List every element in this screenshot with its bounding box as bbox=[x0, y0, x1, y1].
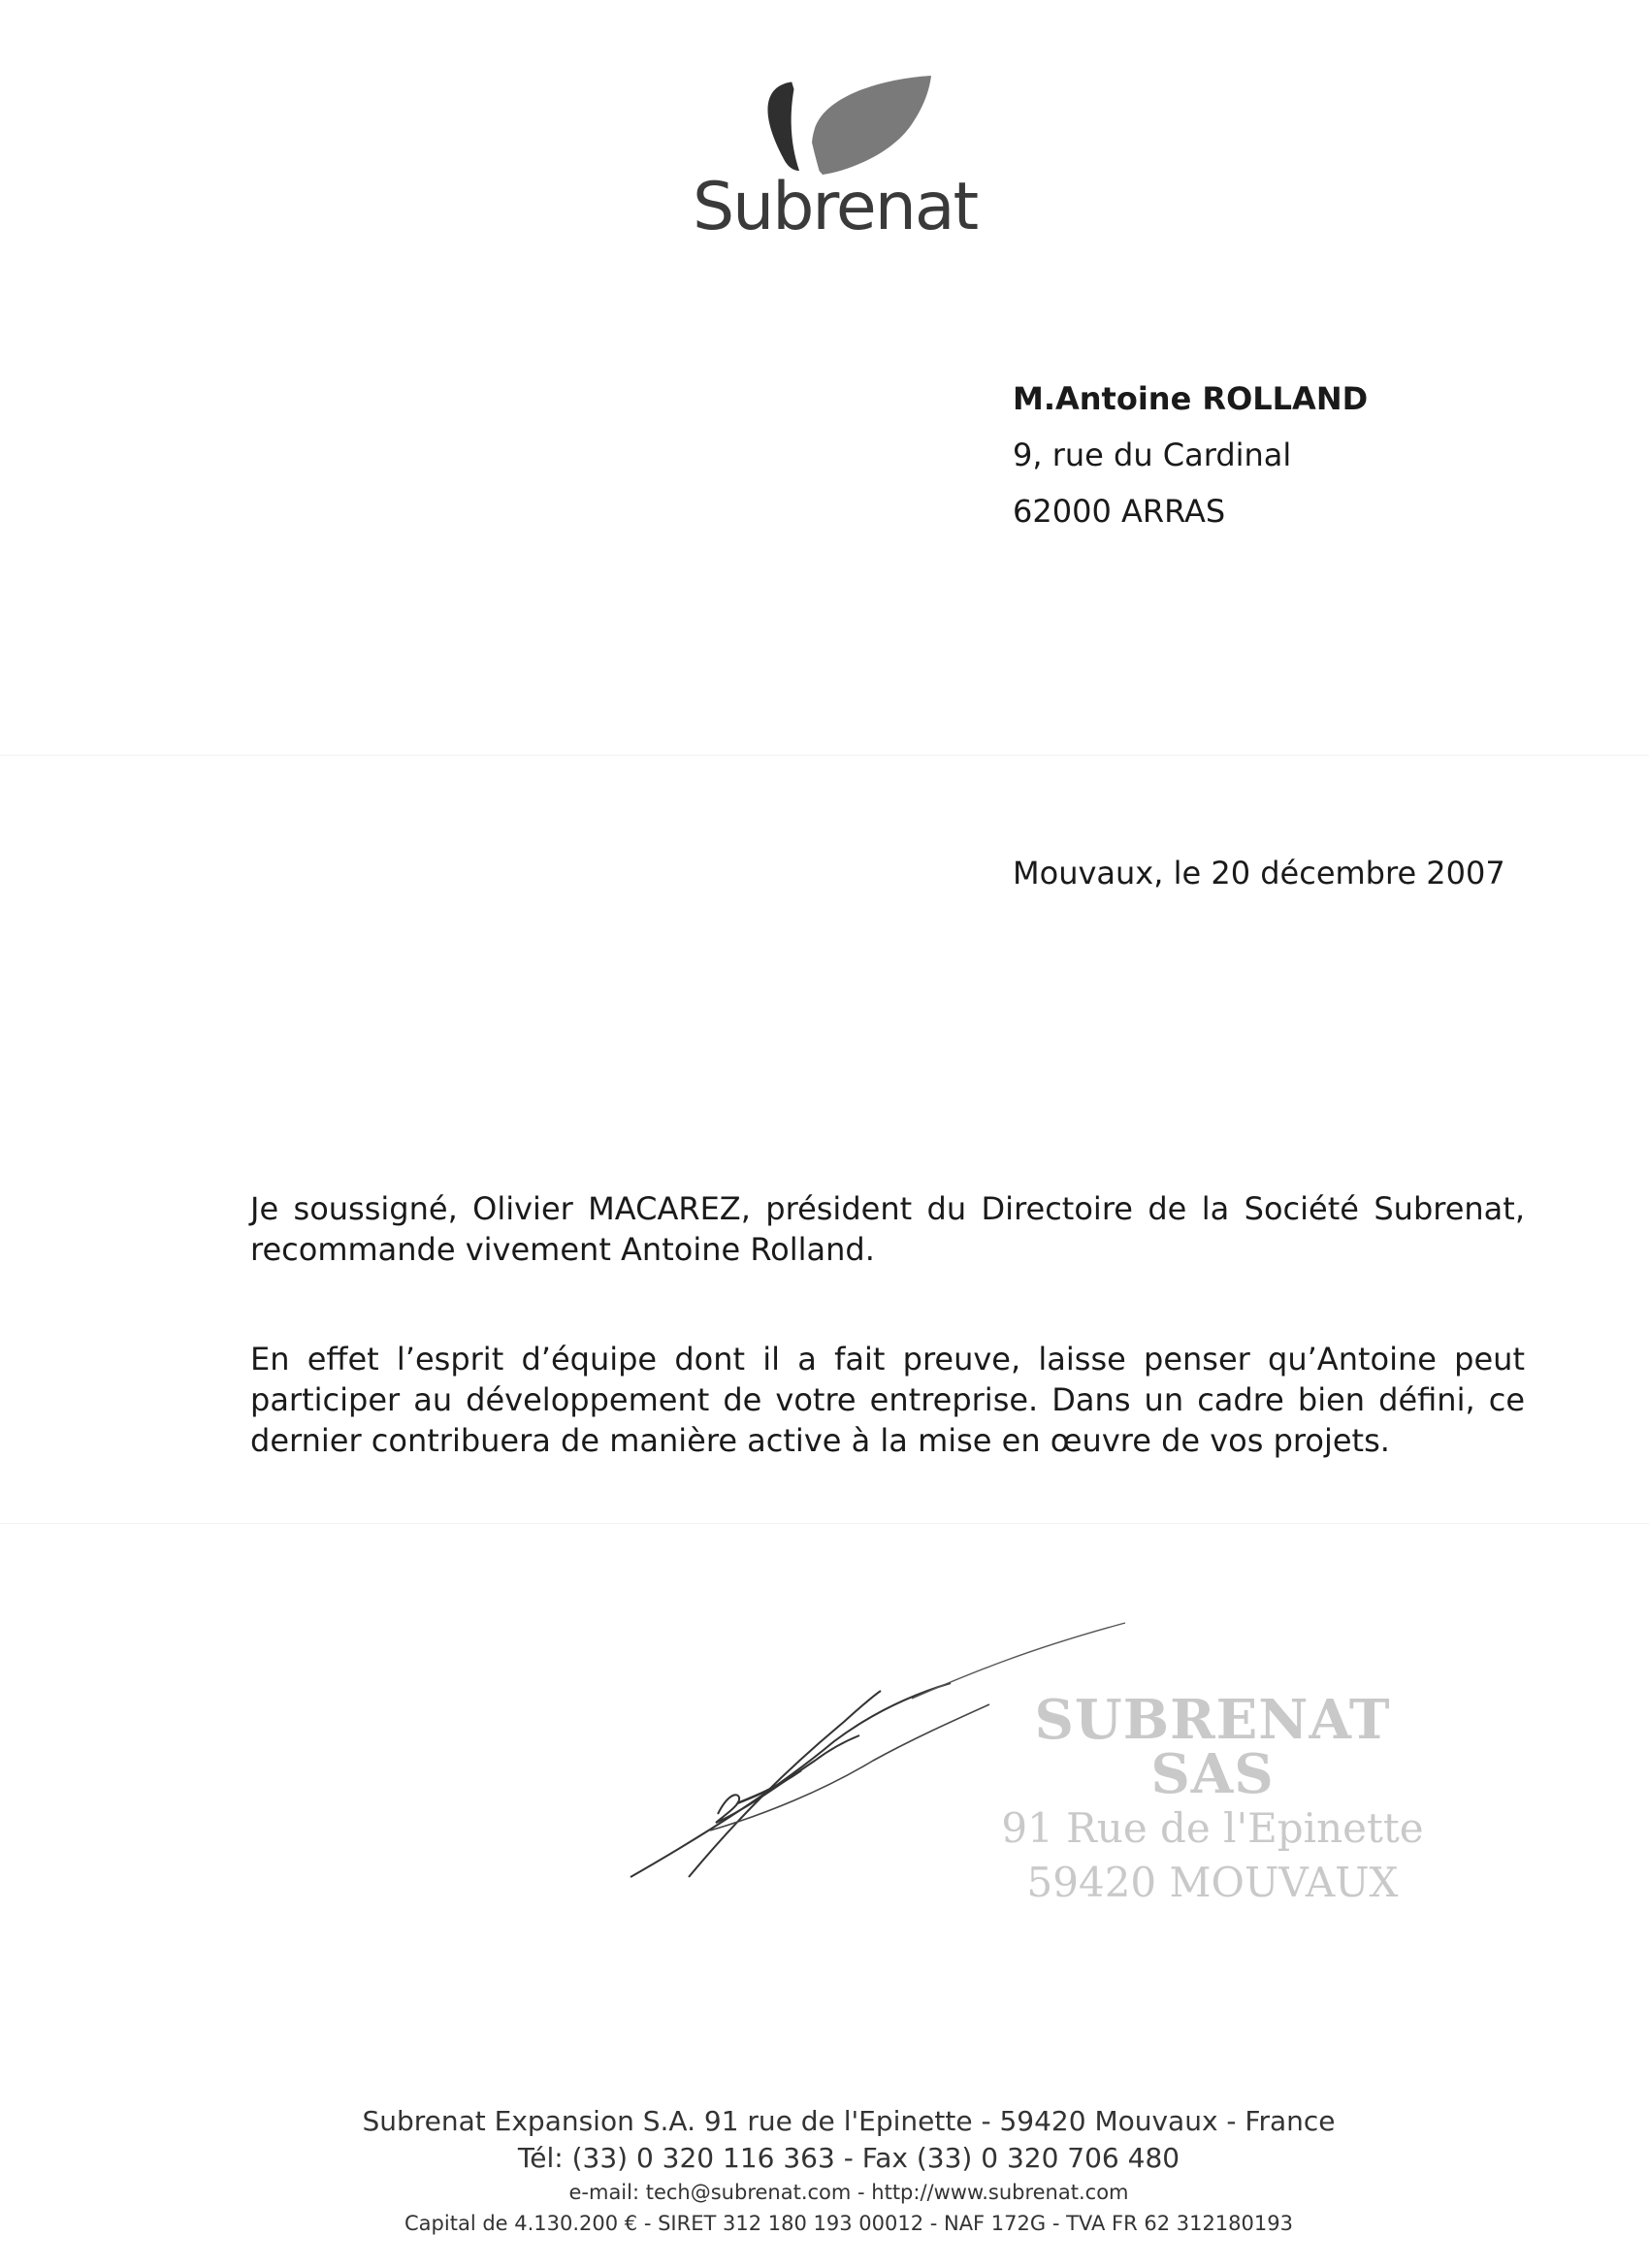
footer-legal-info: Capital de 4.130.200 € - SIRET 312 180 193 00012 - NAF 172G - TVA FR 62 312180193 bbox=[404, 2212, 1293, 2235]
recipient-address-block bbox=[1013, 371, 1368, 539]
recipient-city: 62000 ARRAS bbox=[1013, 493, 1226, 530]
footer-phone-fax: Tél: (33) 0 320 116 363 - Fax (33) 0 320 706 480 bbox=[517, 2142, 1180, 2174]
company-logo bbox=[679, 70, 1009, 254]
company-stamp bbox=[980, 1688, 1445, 1910]
leaf-logo-icon bbox=[679, 70, 1009, 177]
recipient-name: M.Antoine ROLLAND bbox=[1013, 380, 1369, 417]
scan-fold-line bbox=[0, 755, 1649, 756]
body-paragraph-1: Je soussigné, Olivier MACAREZ, président du Directoire de la Société Subrenat, recommande vivement Antoine Rolland. bbox=[250, 1190, 1525, 1268]
footer-email-web: e-mail: tech@subrenat.com - http://www.subrenat.com bbox=[568, 2181, 1129, 2204]
recipient-street: 9, rue du Cardinal bbox=[1013, 437, 1292, 473]
stamp-city: 59420 MOUVAUX bbox=[1026, 1859, 1399, 1906]
stamp-company-name: SUBRENAT SAS bbox=[1034, 1688, 1391, 1806]
scan-fold-line bbox=[0, 1523, 1649, 1524]
stamp-street: 91 Rue de l'Epinette bbox=[1001, 1804, 1424, 1852]
letter-date: Mouvaux, le 20 décembre 2007 bbox=[1013, 855, 1505, 891]
company-logo-wordmark: Subrenat bbox=[693, 169, 978, 245]
body-paragraph-2: En effet l’esprit d’équipe dont il a fait preuve, laisse penser qu’Antoine peut participer au développement de votre entreprise. Dans un cadre bien défini, ce dernier contribuera de manière active à la mise en œuvre de vos projets. bbox=[250, 1341, 1525, 1459]
footer-address: Subrenat Expansion S.A. 91 rue de l'Epinette - 59420 Mouvaux - France bbox=[362, 2105, 1336, 2137]
letter-footer bbox=[291, 2103, 1406, 2239]
